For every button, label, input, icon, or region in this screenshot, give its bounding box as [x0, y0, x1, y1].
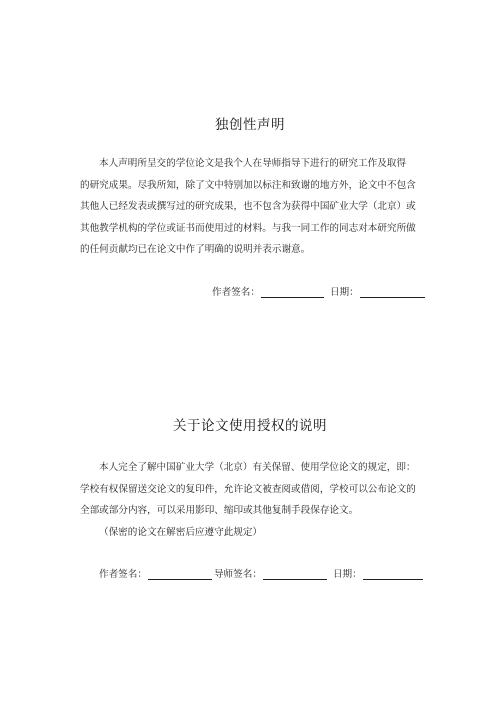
author-signature-blank[interactable]: [148, 568, 212, 580]
advisor-signature-blank[interactable]: [263, 568, 327, 580]
date-label: 日期：: [329, 287, 359, 298]
authorization-paragraph: [80, 457, 425, 543]
date-blank[interactable]: [360, 286, 425, 298]
declaration-line: 其他人已经发表或撰写过的研究成果，也不包含为获得中国矿业大学（北京）或: [80, 201, 416, 212]
authorization-signature-row: [99, 566, 425, 580]
declaration-line: 本人声明所呈交的学位论文是我个人在导师指导下进行的研究工作及取得: [99, 158, 406, 169]
authorization-line: 全部或部分内容，可以采用影印、缩印或其他复制手段保存论文。: [80, 505, 359, 516]
declaration-line: 的研究成果。尽我所知，除了文中特别加以标注和致谢的地方外，论文中不包含: [80, 179, 416, 191]
authorization-title: 关于论文使用授权的说明: [173, 418, 327, 434]
authorization-line: 学校有权保留送交论文的复印件，允许论文被查阅或借阅，学校可以公布论文的: [80, 483, 416, 495]
declaration-line: 其他教学机构的学位或证书而使用过的材料。与我一同工作的同志对本研究所做: [80, 222, 416, 234]
author-signature-label: 作者签名：: [99, 569, 147, 580]
declaration-paragraph: [80, 153, 425, 261]
author-signature-blank[interactable]: [261, 286, 324, 298]
date-blank[interactable]: [363, 568, 423, 580]
author-signature-label: 作者签名：: [212, 287, 260, 298]
date-label: 日期：: [332, 569, 362, 580]
advisor-signature-label: 导师签名：: [213, 569, 262, 580]
declaration-title: 独创性声明: [215, 117, 285, 133]
declaration-line: 的任何贡献均已在论文中作了明确的说明并表示谢意。: [80, 244, 311, 255]
declaration-signature-row: [212, 284, 427, 298]
confidential-note: （保密的论文在解密后应遵守此规定）: [99, 526, 263, 538]
authorization-line: 本人完全了解中国矿业大学（北京）有关保留、使用学位论文的规定，即：: [99, 462, 416, 473]
